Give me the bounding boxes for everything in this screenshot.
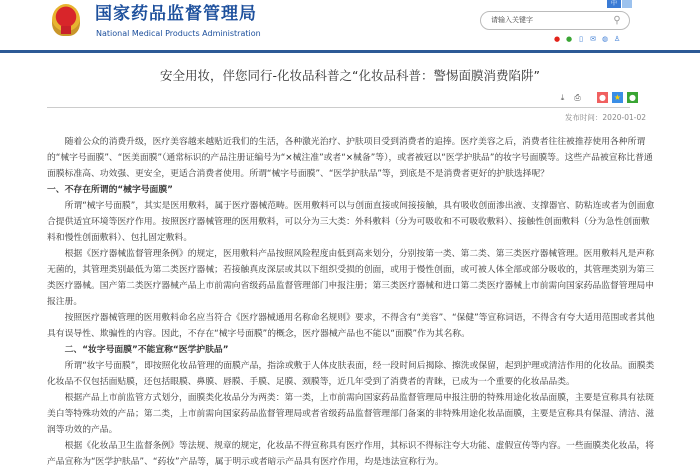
paragraph: 随着公众的消费升级，医疗美容越来越贴近我们的生活，各种激光治疗、护肤项目受到消费者的追捧。医疗美容之后，消费者往往被推荐使用各种所谓的“械字号面膜”、“医美面膜”（通常标识的产品注册证编号为“×械注准”或者“×械备”等），或者被冠以“医学护肤品”的妆字号面膜等。这些产品被宣称比普通面膜标准高、功效强、更安全，更适合消费者使用。所谓“械字号面膜”、“医学护肤品”等，到底是不是消费者更好的护肤选择呢？ [47, 137, 653, 179]
header-divider [0, 50, 700, 53]
share-weibo-icon[interactable]: ● [597, 92, 608, 103]
language-toggle-cn[interactable]: 中 [607, 0, 621, 8]
share-qzone-icon[interactable]: ★ [613, 93, 622, 102]
mail-icon[interactable]: ✉ [590, 35, 596, 43]
section-heading: 二、“妆字号面膜”不能宣称“医学护肤品” [64, 345, 229, 355]
site-header [0, 0, 700, 50]
search-input[interactable]: 请输入关键字 [491, 16, 533, 24]
paragraph: 所谓“械字号面膜”，其实是医用敷料，属于医疗器械范畴。医用敷料可以与创面直接或间接接触，具有吸收创面渗出液、支撑器官、防粘连或者为创面愈合提供适宜环境等医疗作用。按照医疗器械管理的医用敷料，可以分为三大类：外科敷料（分为可吸收和不可吸收敷料）、接触性创面敷料（分为急性创面敷料和慢性创面敷料）、包扎固定敷料。 [47, 201, 655, 243]
section-heading: 一、不存在所谓的“械字号面膜” [47, 185, 173, 195]
download-icon[interactable]: ⤓ [560, 93, 565, 102]
user-icon[interactable]: ♙ [613, 35, 621, 43]
paragraph: 所谓“妆字号面膜”，即按照化妆品管理的面膜产品，指涂或敷于人体皮肤表面，经一段时间后揭除、擦洗或保留，起到护理或清洁作用的化妆品。面膜类化妆品不仅包括面贴膜，还包括眼膜、鼻膜、唇膜、手膜、足膜、颈膜等，近几年受到了消费者的青睐，已成为一个重要的化妆品品类。 [47, 361, 655, 387]
search-box[interactable] [480, 11, 630, 30]
mobile-icon[interactable]: ▯ [579, 35, 583, 43]
paragraph: 根据《化妆品卫生监督条例》等法规、规章的规定，化妆品不得宣称具有医疗作用，其标识不得标注夸大功能、虚假宣传等内容。一些面膜类化妆品，将产品宣称为“医学护肤品”、“药妆”产品等，属于明示或者暗示产品具有医疗作用，均是违法宣称行为。 [47, 441, 654, 467]
paragraph: 根据《医疗器械监督管理条例》的规定，医用敷料产品按照风险程度由低到高来划分，分别按第一类、第二类、第三类医疗器械管理。医用敷料凡是声称无菌的，其管理类别最低为第二类医疗器械；若接触真皮深层或其以下组织受损的创面，或用于慢性创面，或可被人体全部或部分吸收的，其管理类别为第三类医疗器械。国产第二类医疗器械产品上市前需向省级药品监督管理部门申报注册；第三类医疗器械和进口第二类医疗器械上市前需向国家药品监督管理局申报注册。 [47, 249, 654, 307]
article-tools [557, 92, 638, 103]
print-icon[interactable]: ⎙ [574, 93, 581, 102]
wechat-icon[interactable]: ● [565, 35, 573, 43]
social-links [553, 35, 621, 43]
paragraph: 按照医疗器械管理的医用敷料命名应当符合《医疗器械通用名称命名规则》要求，不得含有“美容”、“保健”等宣称词语，不得含有夸大适用范围或者其他具有误导性、欺骗性的内容。因此，不存在“械字号面膜”的概念，医疗器械产品也不能以“面膜”作为其名称。 [47, 313, 655, 339]
search-icon[interactable]: ⚲ [613, 15, 621, 26]
weibo-icon[interactable]: ● [553, 35, 561, 43]
logo-subtitle[interactable]: National Medical Products Administration [96, 29, 261, 38]
logo-title[interactable]: 国家药品监督管理局 [95, 4, 257, 24]
share-wechat-icon[interactable]: ● [627, 92, 638, 103]
comment-icon[interactable]: ◍ [601, 35, 609, 43]
article-title: 安全用妆，伴您同行-化妆品科普之“化妆品科普：警惕面膜消费陷阱” [160, 68, 540, 83]
national-emblem-icon [52, 4, 80, 36]
paragraph: 根据产品上市前监管方式划分，面膜类化妆品分为两类：第一类，上市前需向国家药品监督管理局申报注册的特殊用途化妆品面膜，主要是宣称具有祛斑美白等特殊功效的产品；第二类，上市前需向国家药品监督管理局或者省级药品监督管理部门备案的非特殊用途化妆品面膜，主要是宣称具有保湿、清洁、滋润等功效的产品。 [47, 393, 654, 435]
publish-date: 发布时间：2020-01-02 [564, 113, 646, 122]
article-body [47, 134, 657, 470]
language-toggle-en[interactable] [622, 0, 632, 8]
title-divider [47, 107, 630, 108]
